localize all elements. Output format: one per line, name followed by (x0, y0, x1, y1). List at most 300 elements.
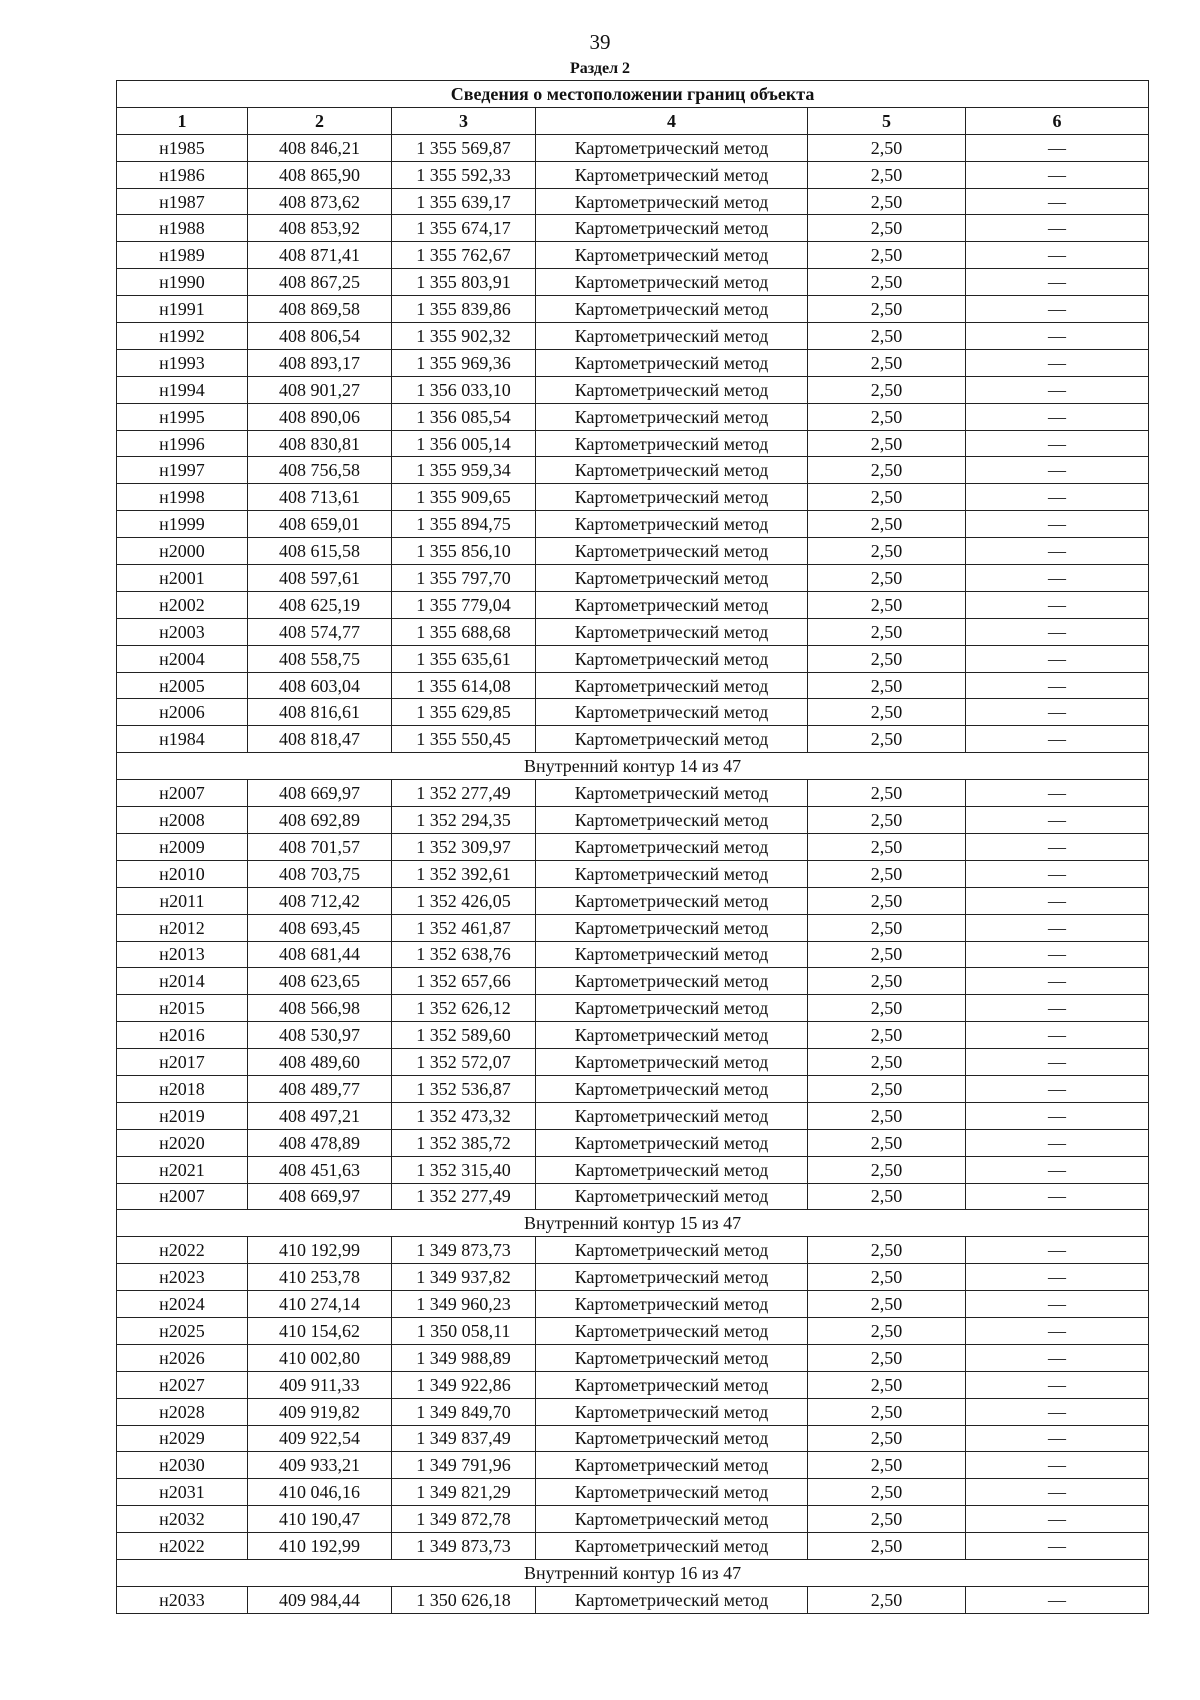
point-number-cell: н1985 (117, 134, 248, 161)
y-coordinate-cell: 1 352 277,49 (392, 1183, 536, 1210)
accuracy-cell: 2,50 (808, 430, 966, 457)
method-cell: Картометрический метод (536, 565, 808, 592)
point-number-cell: н2024 (117, 1291, 248, 1318)
method-cell: Картометрический метод (536, 699, 808, 726)
accuracy-cell: 2,50 (808, 1533, 966, 1560)
point-number-cell: н1992 (117, 323, 248, 350)
point-number-cell: н2029 (117, 1425, 248, 1452)
point-number-cell: н1995 (117, 403, 248, 430)
point-number-cell: н2019 (117, 1102, 248, 1129)
point-number-cell: н2033 (117, 1586, 248, 1613)
x-coordinate-cell: 408 713,61 (248, 484, 392, 511)
method-cell: Картометрический метод (536, 161, 808, 188)
accuracy-cell: 2,50 (808, 403, 966, 430)
y-coordinate-cell: 1 355 635,61 (392, 645, 536, 672)
method-cell: Картометрический метод (536, 618, 808, 645)
accuracy-cell: 2,50 (808, 188, 966, 215)
point-number-cell: н1989 (117, 242, 248, 269)
point-number-cell: н2022 (117, 1237, 248, 1264)
method-cell: Картометрический метод (536, 1156, 808, 1183)
y-coordinate-cell: 1 352 589,60 (392, 1022, 536, 1049)
accuracy-cell: 2,50 (808, 833, 966, 860)
description-cell: — (966, 1452, 1149, 1479)
accuracy-cell: 2,50 (808, 323, 966, 350)
table-row (117, 349, 1149, 376)
y-coordinate-cell: 1 355 909,65 (392, 484, 536, 511)
x-coordinate-cell: 408 603,04 (248, 672, 392, 699)
point-number-cell: н2009 (117, 833, 248, 860)
point-number-cell: н2006 (117, 699, 248, 726)
accuracy-cell: 2,50 (808, 1344, 966, 1371)
description-cell: — (966, 807, 1149, 834)
table-row (117, 1398, 1149, 1425)
description-cell: — (966, 484, 1149, 511)
method-cell: Картометрический метод (536, 1102, 808, 1129)
method-cell: Картометрический метод (536, 1237, 808, 1264)
description-cell: — (966, 645, 1149, 672)
description-cell: — (966, 188, 1149, 215)
accuracy-cell: 2,50 (808, 1317, 966, 1344)
table-row (117, 1156, 1149, 1183)
y-coordinate-cell: 1 352 473,32 (392, 1102, 536, 1129)
contour-header-row (117, 1210, 1149, 1237)
column-number: 5 (808, 107, 966, 134)
accuracy-cell: 2,50 (808, 1102, 966, 1129)
y-coordinate-cell: 1 352 572,07 (392, 1049, 536, 1076)
table-row (117, 645, 1149, 672)
method-cell: Картометрический метод (536, 215, 808, 242)
description-cell: — (966, 995, 1149, 1022)
method-cell: Картометрический метод (536, 323, 808, 350)
point-number-cell: н2026 (117, 1344, 248, 1371)
table-row (117, 511, 1149, 538)
table-row (117, 1075, 1149, 1102)
description-cell: — (966, 242, 1149, 269)
method-cell: Картометрический метод (536, 726, 808, 753)
table-row (117, 941, 1149, 968)
accuracy-cell: 2,50 (808, 1264, 966, 1291)
point-number-cell: н1991 (117, 296, 248, 323)
description-cell: — (966, 1264, 1149, 1291)
table-row (117, 807, 1149, 834)
x-coordinate-cell: 409 911,33 (248, 1371, 392, 1398)
accuracy-cell: 2,50 (808, 1291, 966, 1318)
y-coordinate-cell: 1 349 960,23 (392, 1291, 536, 1318)
table-row (117, 1129, 1149, 1156)
y-coordinate-cell: 1 352 461,87 (392, 914, 536, 941)
x-coordinate-cell: 408 869,58 (248, 296, 392, 323)
y-coordinate-cell: 1 352 277,49 (392, 780, 536, 807)
table-row (117, 860, 1149, 887)
description-cell: — (966, 699, 1149, 726)
y-coordinate-cell: 1 356 033,10 (392, 376, 536, 403)
y-coordinate-cell: 1 349 872,78 (392, 1506, 536, 1533)
x-coordinate-cell: 409 919,82 (248, 1398, 392, 1425)
accuracy-cell: 2,50 (808, 376, 966, 403)
y-coordinate-cell: 1 355 592,33 (392, 161, 536, 188)
accuracy-cell: 2,50 (808, 538, 966, 565)
method-cell: Картометрический метод (536, 833, 808, 860)
accuracy-cell: 2,50 (808, 726, 966, 753)
accuracy-cell: 2,50 (808, 1237, 966, 1264)
table-row (117, 323, 1149, 350)
section-title: Раздел 2 (569, 60, 631, 77)
point-number-cell: н2016 (117, 1022, 248, 1049)
x-coordinate-cell: 408 566,98 (248, 995, 392, 1022)
method-cell: Картометрический метод (536, 403, 808, 430)
accuracy-cell: 2,50 (808, 484, 966, 511)
accuracy-cell: 2,50 (808, 941, 966, 968)
description-cell: — (966, 591, 1149, 618)
point-number-cell: н1997 (117, 457, 248, 484)
description-cell: — (966, 323, 1149, 350)
accuracy-cell: 2,50 (808, 134, 966, 161)
y-coordinate-cell: 1 352 426,05 (392, 887, 536, 914)
accuracy-cell: 2,50 (808, 269, 966, 296)
method-cell: Картометрический метод (536, 914, 808, 941)
x-coordinate-cell: 410 002,80 (248, 1344, 392, 1371)
method-cell: Картометрический метод (536, 1075, 808, 1102)
y-coordinate-cell: 1 349 873,73 (392, 1237, 536, 1264)
x-coordinate-cell: 408 497,21 (248, 1102, 392, 1129)
description-cell: — (966, 269, 1149, 296)
accuracy-cell: 2,50 (808, 591, 966, 618)
point-number-cell: н2015 (117, 995, 248, 1022)
point-number-cell: н2007 (117, 1183, 248, 1210)
table-row (117, 1371, 1149, 1398)
description-cell: — (966, 968, 1149, 995)
accuracy-cell: 2,50 (808, 511, 966, 538)
accuracy-cell: 2,50 (808, 914, 966, 941)
description-cell: — (966, 726, 1149, 753)
method-cell: Картометрический метод (536, 242, 808, 269)
table-row (117, 376, 1149, 403)
accuracy-cell: 2,50 (808, 645, 966, 672)
point-number-cell: н2018 (117, 1075, 248, 1102)
point-number-cell: н2025 (117, 1317, 248, 1344)
point-number-cell: н1999 (117, 511, 248, 538)
description-cell: — (966, 941, 1149, 968)
x-coordinate-cell: 410 274,14 (248, 1291, 392, 1318)
method-cell: Картометрический метод (536, 349, 808, 376)
x-coordinate-cell: 408 451,63 (248, 1156, 392, 1183)
table-caption-row (117, 81, 1149, 108)
table-row (117, 1022, 1149, 1049)
x-coordinate-cell: 408 615,58 (248, 538, 392, 565)
method-cell: Картометрический метод (536, 134, 808, 161)
x-coordinate-cell: 410 192,99 (248, 1237, 392, 1264)
accuracy-cell: 2,50 (808, 1022, 966, 1049)
accuracy-cell: 2,50 (808, 161, 966, 188)
description-cell: — (966, 1398, 1149, 1425)
y-coordinate-cell: 1 355 688,68 (392, 618, 536, 645)
table-row (117, 726, 1149, 753)
y-coordinate-cell: 1 352 385,72 (392, 1129, 536, 1156)
point-number-cell: н2020 (117, 1129, 248, 1156)
table-row (117, 484, 1149, 511)
method-cell: Картометрический метод (536, 1533, 808, 1560)
accuracy-cell: 2,50 (808, 1156, 966, 1183)
column-number: 3 (392, 107, 536, 134)
x-coordinate-cell: 410 192,99 (248, 1533, 392, 1560)
method-cell: Картометрический метод (536, 1479, 808, 1506)
method-cell: Картометрический метод (536, 887, 808, 914)
description-cell: — (966, 1156, 1149, 1183)
table-row (117, 296, 1149, 323)
column-number: 1 (117, 107, 248, 134)
contour-header-row (117, 753, 1149, 780)
contour-label: Внутренний контур 15 из 47 (117, 1210, 1149, 1237)
method-cell: Картометрический метод (536, 484, 808, 511)
method-cell: Картометрический метод (536, 1183, 808, 1210)
y-coordinate-cell: 1 355 839,86 (392, 296, 536, 323)
accuracy-cell: 2,50 (808, 1398, 966, 1425)
x-coordinate-cell: 409 933,21 (248, 1452, 392, 1479)
description-cell: — (966, 511, 1149, 538)
x-coordinate-cell: 408 530,97 (248, 1022, 392, 1049)
x-coordinate-cell: 408 901,27 (248, 376, 392, 403)
table-row (117, 1452, 1149, 1479)
point-number-cell: н1996 (117, 430, 248, 457)
x-coordinate-cell: 408 853,92 (248, 215, 392, 242)
accuracy-cell: 2,50 (808, 565, 966, 592)
point-number-cell: н2002 (117, 591, 248, 618)
contour-label: Внутренний контур 14 из 47 (117, 753, 1149, 780)
y-coordinate-cell: 1 355 550,45 (392, 726, 536, 753)
y-coordinate-cell: 1 355 614,08 (392, 672, 536, 699)
table-row (117, 968, 1149, 995)
x-coordinate-cell: 408 478,89 (248, 1129, 392, 1156)
table-row (117, 269, 1149, 296)
method-cell: Картометрический метод (536, 538, 808, 565)
point-number-cell: н2010 (117, 860, 248, 887)
method-cell: Картометрический метод (536, 780, 808, 807)
y-coordinate-cell: 1 349 873,73 (392, 1533, 536, 1560)
y-coordinate-cell: 1 352 626,12 (392, 995, 536, 1022)
y-coordinate-cell: 1 356 085,54 (392, 403, 536, 430)
accuracy-cell: 2,50 (808, 349, 966, 376)
accuracy-cell: 2,50 (808, 672, 966, 699)
table-row (117, 430, 1149, 457)
table-row (117, 1291, 1149, 1318)
y-coordinate-cell: 1 349 821,29 (392, 1479, 536, 1506)
description-cell: — (966, 1129, 1149, 1156)
x-coordinate-cell: 408 712,42 (248, 887, 392, 914)
contour-header-row (117, 1559, 1149, 1586)
y-coordinate-cell: 1 355 629,85 (392, 699, 536, 726)
x-coordinate-cell: 410 046,16 (248, 1479, 392, 1506)
point-number-cell: н2004 (117, 645, 248, 672)
description-cell: — (966, 1344, 1149, 1371)
x-coordinate-cell: 409 984,44 (248, 1586, 392, 1613)
description-cell: — (966, 860, 1149, 887)
table-row (117, 914, 1149, 941)
x-coordinate-cell: 408 558,75 (248, 645, 392, 672)
method-cell: Картометрический метод (536, 296, 808, 323)
x-coordinate-cell: 408 701,57 (248, 833, 392, 860)
column-number: 2 (248, 107, 392, 134)
method-cell: Картометрический метод (536, 1022, 808, 1049)
x-coordinate-cell: 408 669,97 (248, 780, 392, 807)
y-coordinate-cell: 1 355 569,87 (392, 134, 536, 161)
point-number-cell: н2028 (117, 1398, 248, 1425)
method-cell: Картометрический метод (536, 672, 808, 699)
description-cell: — (966, 1371, 1149, 1398)
method-cell: Картометрический метод (536, 1317, 808, 1344)
point-number-cell: н1987 (117, 188, 248, 215)
table-row (117, 565, 1149, 592)
method-cell: Картометрический метод (536, 995, 808, 1022)
table-row (117, 1506, 1149, 1533)
method-cell: Картометрический метод (536, 1452, 808, 1479)
description-cell: — (966, 914, 1149, 941)
x-coordinate-cell: 408 597,61 (248, 565, 392, 592)
method-cell: Картометрический метод (536, 511, 808, 538)
table-row (117, 161, 1149, 188)
method-cell: Картометрический метод (536, 1398, 808, 1425)
description-cell: — (966, 215, 1149, 242)
table-row (117, 538, 1149, 565)
y-coordinate-cell: 1 352 309,97 (392, 833, 536, 860)
description-cell: — (966, 1102, 1149, 1129)
method-cell: Картометрический метод (536, 1049, 808, 1076)
method-cell: Картометрический метод (536, 188, 808, 215)
accuracy-cell: 2,50 (808, 1586, 966, 1613)
table-row (117, 403, 1149, 430)
point-number-cell: н1994 (117, 376, 248, 403)
accuracy-cell: 2,50 (808, 1129, 966, 1156)
point-number-cell: н2014 (117, 968, 248, 995)
method-cell: Картометрический метод (536, 430, 808, 457)
method-cell: Картометрический метод (536, 1371, 808, 1398)
method-cell: Картометрический метод (536, 1264, 808, 1291)
table-row (117, 591, 1149, 618)
accuracy-cell: 2,50 (808, 242, 966, 269)
accuracy-cell: 2,50 (808, 1506, 966, 1533)
accuracy-cell: 2,50 (808, 1452, 966, 1479)
table-row (117, 242, 1149, 269)
x-coordinate-cell: 408 489,77 (248, 1075, 392, 1102)
x-coordinate-cell: 408 865,90 (248, 161, 392, 188)
x-coordinate-cell: 410 253,78 (248, 1264, 392, 1291)
x-coordinate-cell: 408 756,58 (248, 457, 392, 484)
description-cell: — (966, 538, 1149, 565)
x-coordinate-cell: 410 190,47 (248, 1506, 392, 1533)
column-number: 4 (536, 107, 808, 134)
accuracy-cell: 2,50 (808, 860, 966, 887)
x-coordinate-cell: 408 574,77 (248, 618, 392, 645)
x-coordinate-cell: 408 818,47 (248, 726, 392, 753)
accuracy-cell: 2,50 (808, 887, 966, 914)
table-row (117, 188, 1149, 215)
accuracy-cell: 2,50 (808, 1479, 966, 1506)
table-row (117, 1317, 1149, 1344)
x-coordinate-cell: 408 871,41 (248, 242, 392, 269)
point-number-cell: н2017 (117, 1049, 248, 1076)
x-coordinate-cell: 408 669,97 (248, 1183, 392, 1210)
description-cell: — (966, 1237, 1149, 1264)
x-coordinate-cell: 408 867,25 (248, 269, 392, 296)
method-cell: Картометрический метод (536, 457, 808, 484)
point-number-cell: н2012 (117, 914, 248, 941)
description-cell: — (966, 618, 1149, 645)
accuracy-cell: 2,50 (808, 215, 966, 242)
point-number-cell: н1993 (117, 349, 248, 376)
point-number-cell: н2032 (117, 1506, 248, 1533)
point-number-cell: н1990 (117, 269, 248, 296)
description-cell: — (966, 134, 1149, 161)
description-cell: — (966, 672, 1149, 699)
accuracy-cell: 2,50 (808, 780, 966, 807)
description-cell: — (966, 1075, 1149, 1102)
description-cell: — (966, 1586, 1149, 1613)
y-coordinate-cell: 1 352 657,66 (392, 968, 536, 995)
y-coordinate-cell: 1 352 315,40 (392, 1156, 536, 1183)
method-cell: Картометрический метод (536, 1291, 808, 1318)
method-cell: Картометрический метод (536, 1129, 808, 1156)
point-number-cell: н2001 (117, 565, 248, 592)
point-number-cell: н2022 (117, 1533, 248, 1560)
table-row (117, 1479, 1149, 1506)
description-cell: — (966, 1022, 1149, 1049)
accuracy-cell: 2,50 (808, 1183, 966, 1210)
point-number-cell: н1988 (117, 215, 248, 242)
accuracy-cell: 2,50 (808, 1049, 966, 1076)
method-cell: Картометрический метод (536, 376, 808, 403)
point-number-cell: н1984 (117, 726, 248, 753)
point-number-cell: н2013 (117, 941, 248, 968)
y-coordinate-cell: 1 349 849,70 (392, 1398, 536, 1425)
method-cell: Картометрический метод (536, 645, 808, 672)
table-row (117, 1102, 1149, 1129)
description-cell: — (966, 565, 1149, 592)
coordinates-table (116, 80, 1149, 1614)
description-cell: — (966, 1291, 1149, 1318)
description-cell: — (966, 780, 1149, 807)
description-cell: — (966, 403, 1149, 430)
method-cell: Картометрический метод (536, 1425, 808, 1452)
y-coordinate-cell: 1 355 674,17 (392, 215, 536, 242)
table-row (117, 699, 1149, 726)
column-number-row (117, 107, 1149, 134)
point-number-cell: н2031 (117, 1479, 248, 1506)
method-cell: Картометрический метод (536, 269, 808, 296)
y-coordinate-cell: 1 355 856,10 (392, 538, 536, 565)
table-row (117, 1264, 1149, 1291)
x-coordinate-cell: 408 692,89 (248, 807, 392, 834)
description-cell: — (966, 349, 1149, 376)
description-cell: — (966, 1479, 1149, 1506)
y-coordinate-cell: 1 355 969,36 (392, 349, 536, 376)
y-coordinate-cell: 1 355 762,67 (392, 242, 536, 269)
y-coordinate-cell: 1 355 803,91 (392, 269, 536, 296)
page-number: 39 (589, 30, 611, 54)
x-coordinate-cell: 408 806,54 (248, 323, 392, 350)
y-coordinate-cell: 1 350 626,18 (392, 1586, 536, 1613)
accuracy-cell: 2,50 (808, 1075, 966, 1102)
method-cell: Картометрический метод (536, 1586, 808, 1613)
description-cell: — (966, 1183, 1149, 1210)
accuracy-cell: 2,50 (808, 968, 966, 995)
table-row (117, 1344, 1149, 1371)
description-cell: — (966, 1317, 1149, 1344)
accuracy-cell: 2,50 (808, 699, 966, 726)
accuracy-cell: 2,50 (808, 457, 966, 484)
description-cell: — (966, 833, 1149, 860)
table-row (117, 1237, 1149, 1264)
accuracy-cell: 2,50 (808, 296, 966, 323)
y-coordinate-cell: 1 355 639,17 (392, 188, 536, 215)
